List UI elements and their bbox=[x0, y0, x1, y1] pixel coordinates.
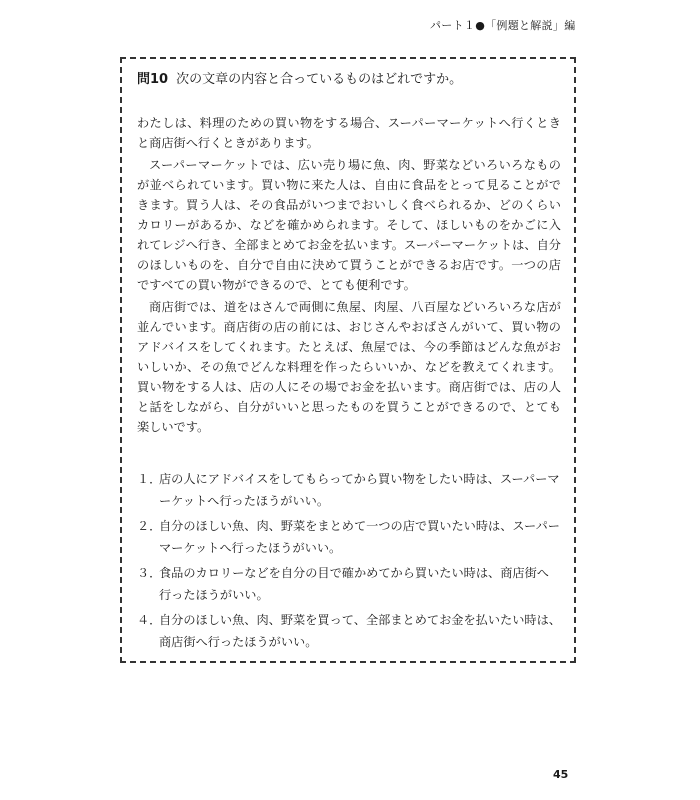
choice-item bbox=[137, 609, 561, 653]
reading-passage bbox=[137, 113, 561, 439]
passage-paragraph: スーパーマーケットでは、広い売り場に魚、肉、野菜などいろいろなものが並べられています。買い物に来た人は、自由に食品をとって見ることができます。買う人は、その食品がいつまでおいしく食べられるか、どのくらいカロリーがあるか、などを確かめられます。そして、ほしいものをかごに入れてレジへ行き、全部まとめてお金を払います。スーパーマーケットは、自分のほしいものを、自分で自由に決めて買うことができるお店です。一つの店ですべての買い物ができるので、とても便利です。 bbox=[137, 158, 561, 292]
choice-item bbox=[137, 468, 561, 512]
choice-text: 自分のほしい魚、肉、野菜を買って、全部まとめてお金を払いたい時は、商店街へ行ったほうがいい。 bbox=[159, 613, 561, 649]
answer-choices bbox=[137, 468, 561, 656]
choice-text: 自分のほしい魚、肉、野菜をまとめて一つの店で買いたい時は、スーパーマーケットへ行ったほうがいい。 bbox=[159, 519, 560, 555]
choice-text: 店の人にアドバイスをしてもらってから買い物をしたい時は、スーパーマーケットへ行ったほうがいい。 bbox=[159, 472, 560, 508]
passage-paragraph: 商店街では、道をはさんで両側に魚屋、肉屋、八百屋などいろいろな店が並んでいます。商店街の店の前には、おじさんやおばさんがいて、買い物のアドバイスをしてくれます。たとえば、魚屋では、今の季節はどんな魚がおいしいか、その魚でどんな料理を作ったらいいか、などを教えてくれます。買い物をする人は、店の人にその場でお金を払います。商店街では、店の人と話をしながら、自分がいいと思ったものを買うことができるので、とても楽しいです。 bbox=[137, 300, 561, 434]
choice-number: ２． bbox=[137, 519, 162, 533]
question-number: 問10 bbox=[137, 72, 169, 87]
question-title bbox=[137, 68, 462, 87]
passage-paragraph: わたしは、料理のための買い物をする場合、スーパーマーケットへ行くときと商店街へ行くときがあります。 bbox=[137, 116, 561, 150]
choice-number: １． bbox=[137, 472, 162, 486]
choice-number: ４． bbox=[137, 613, 162, 627]
choice-item bbox=[137, 562, 561, 606]
question-prompt: 次の文章の内容と合っているものはどれですか。 bbox=[176, 72, 463, 87]
running-header: パート１●「例題と解説」編 bbox=[430, 19, 576, 32]
choice-number: ３． bbox=[137, 566, 162, 580]
page-number: 45 bbox=[553, 768, 569, 781]
choice-text: 食品のカロリーなどを自分の目で確かめてから買いたい時は、商店街へ行ったほうがいい。 bbox=[159, 566, 549, 602]
choice-item bbox=[137, 515, 561, 559]
